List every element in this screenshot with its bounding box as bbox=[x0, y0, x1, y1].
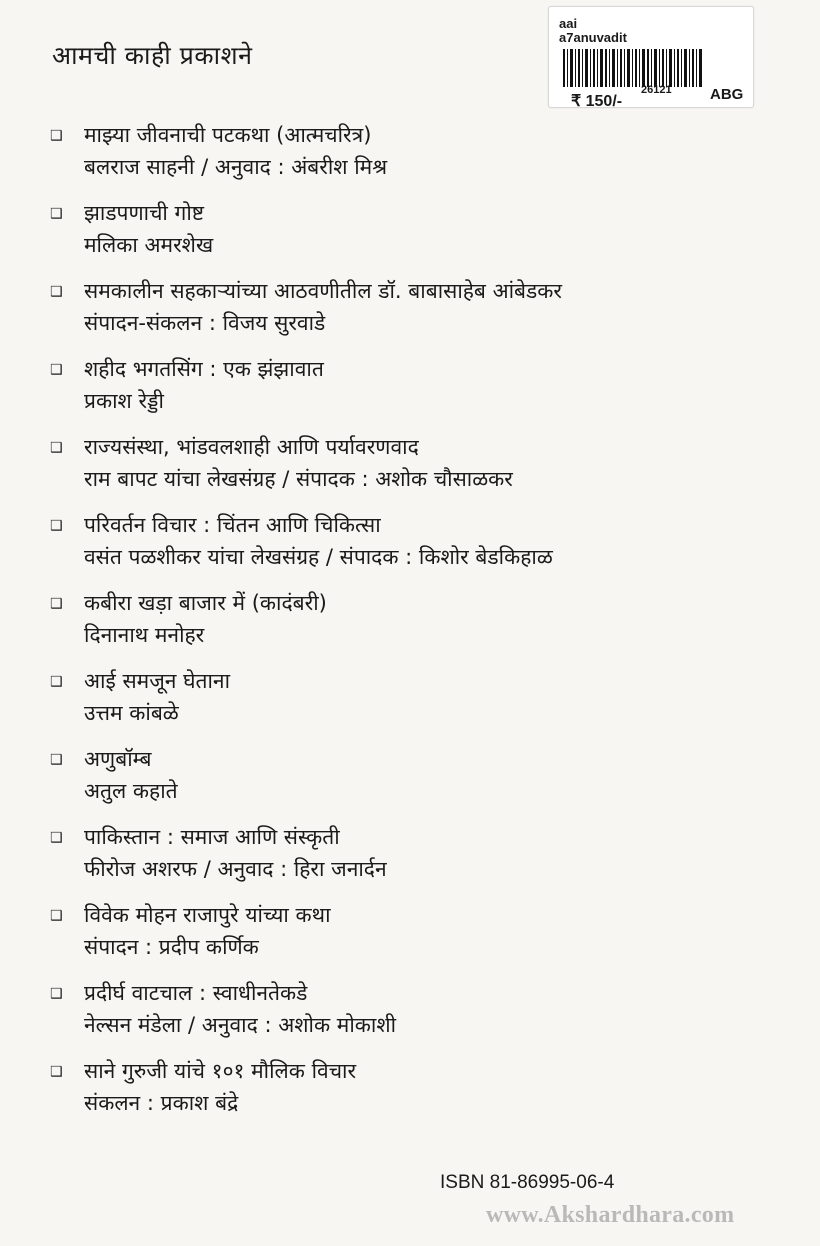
list-item bbox=[50, 978, 790, 1048]
item-title: प्रदीर्घ वाटचाल : स्वाधीनतेकडे bbox=[84, 981, 308, 1005]
tag-code: ABG bbox=[710, 86, 744, 103]
item-author: संपादन : प्रदीप कर्णिक bbox=[84, 935, 259, 959]
checkbox-bullet-icon: ❑ bbox=[50, 128, 63, 144]
item-title: आई समजून घेताना bbox=[84, 669, 231, 693]
list-item bbox=[50, 1056, 790, 1126]
item-author: दिनानाथ मनोहर bbox=[84, 623, 205, 647]
list-item bbox=[50, 588, 790, 658]
checkbox-bullet-icon: ❑ bbox=[50, 908, 63, 924]
item-title: अणुबॉम्ब bbox=[84, 747, 152, 771]
item-title: झाडपणाची गोष्ट bbox=[84, 201, 205, 225]
checkbox-bullet-icon: ❑ bbox=[50, 440, 63, 456]
sticker-code-line1: aai bbox=[559, 16, 578, 31]
list-item bbox=[50, 354, 790, 424]
sticker-code-line2: a7anuvadit bbox=[559, 30, 627, 45]
page-heading: आमची काही प्रकाशने bbox=[52, 41, 253, 70]
checkbox-bullet-icon: ❑ bbox=[50, 986, 63, 1002]
sticker-number: 26121 bbox=[641, 84, 672, 96]
isbn-label: ISBN 81-86995-06-4 bbox=[440, 1172, 615, 1193]
item-title: पाकिस्तान : समाज आणि संस्कृती bbox=[84, 825, 340, 849]
item-author: बलराज साहनी / अनुवाद : अंबरीश मिश्र bbox=[84, 155, 388, 179]
item-author: उत्तम कांबळे bbox=[84, 701, 179, 725]
item-author: फीरोज अशरफ / अनुवाद : हिरा जनार्दन bbox=[84, 857, 387, 881]
item-author: संकलन : प्रकाश बंद्रे bbox=[84, 1091, 239, 1115]
list-item bbox=[50, 822, 790, 892]
item-title: माझ्या जीवनाची पटकथा (आत्मचरित्र) bbox=[84, 123, 372, 147]
item-author: संपादन-संकलन : विजय सुरवाडे bbox=[84, 311, 326, 335]
list-item bbox=[50, 666, 790, 736]
list-item bbox=[50, 198, 790, 268]
checkbox-bullet-icon: ❑ bbox=[50, 518, 63, 534]
checkbox-bullet-icon: ❑ bbox=[50, 830, 63, 846]
item-author: अतुल कहाते bbox=[84, 779, 178, 803]
list-item bbox=[50, 510, 790, 580]
item-author: वसंत पळशीकर यांचा लेखसंग्रह / संपादक : किशोर बेडकिहाळ bbox=[84, 545, 553, 569]
item-title: कबीरा खड़ा बाजार में (कादंबरी) bbox=[84, 591, 327, 615]
item-author: नेल्सन मंडेला / अनुवाद : अशोक मोकाशी bbox=[84, 1013, 397, 1037]
checkbox-bullet-icon: ❑ bbox=[50, 596, 63, 612]
checkbox-bullet-icon: ❑ bbox=[50, 752, 63, 768]
website-watermark: www.Akshardhara.com bbox=[486, 1202, 735, 1228]
price-label: ₹ 150/- bbox=[571, 93, 623, 110]
checkbox-bullet-icon: ❑ bbox=[50, 674, 63, 690]
item-title: समकालीन सहकाऱ्यांच्या आठवणीतील डॉ. बाबासाहेब आंबेडकर bbox=[84, 279, 562, 303]
item-author: राम बापट यांचा लेखसंग्रह / संपादक : अशोक चौसाळकर bbox=[84, 467, 513, 491]
item-author: प्रकाश रेड्डी bbox=[84, 389, 164, 413]
checkbox-bullet-icon: ❑ bbox=[50, 206, 63, 222]
item-title: राज्यसंस्था, भांडवलशाही आणि पर्यावरणवाद bbox=[84, 435, 419, 459]
checkbox-bullet-icon: ❑ bbox=[50, 1064, 63, 1080]
list-item bbox=[50, 120, 790, 190]
checkbox-bullet-icon: ❑ bbox=[50, 284, 63, 300]
list-item bbox=[50, 276, 790, 346]
list-item bbox=[50, 432, 790, 502]
item-title: विवेक मोहन राजापुरे यांच्या कथा bbox=[84, 903, 331, 927]
list-item bbox=[50, 744, 790, 814]
item-title: शहीद भगतसिंग : एक झंझावात bbox=[84, 357, 324, 381]
list-item bbox=[50, 900, 790, 970]
item-title: साने गुरुजी यांचे १०१ मौलिक विचार bbox=[84, 1059, 357, 1083]
checkbox-bullet-icon: ❑ bbox=[50, 362, 63, 378]
barcode-icon bbox=[563, 49, 703, 87]
item-title: परिवर्तन विचार : चिंतन आणि चिकित्सा bbox=[84, 513, 381, 537]
item-author: मलिका अमरशेख bbox=[84, 233, 214, 257]
